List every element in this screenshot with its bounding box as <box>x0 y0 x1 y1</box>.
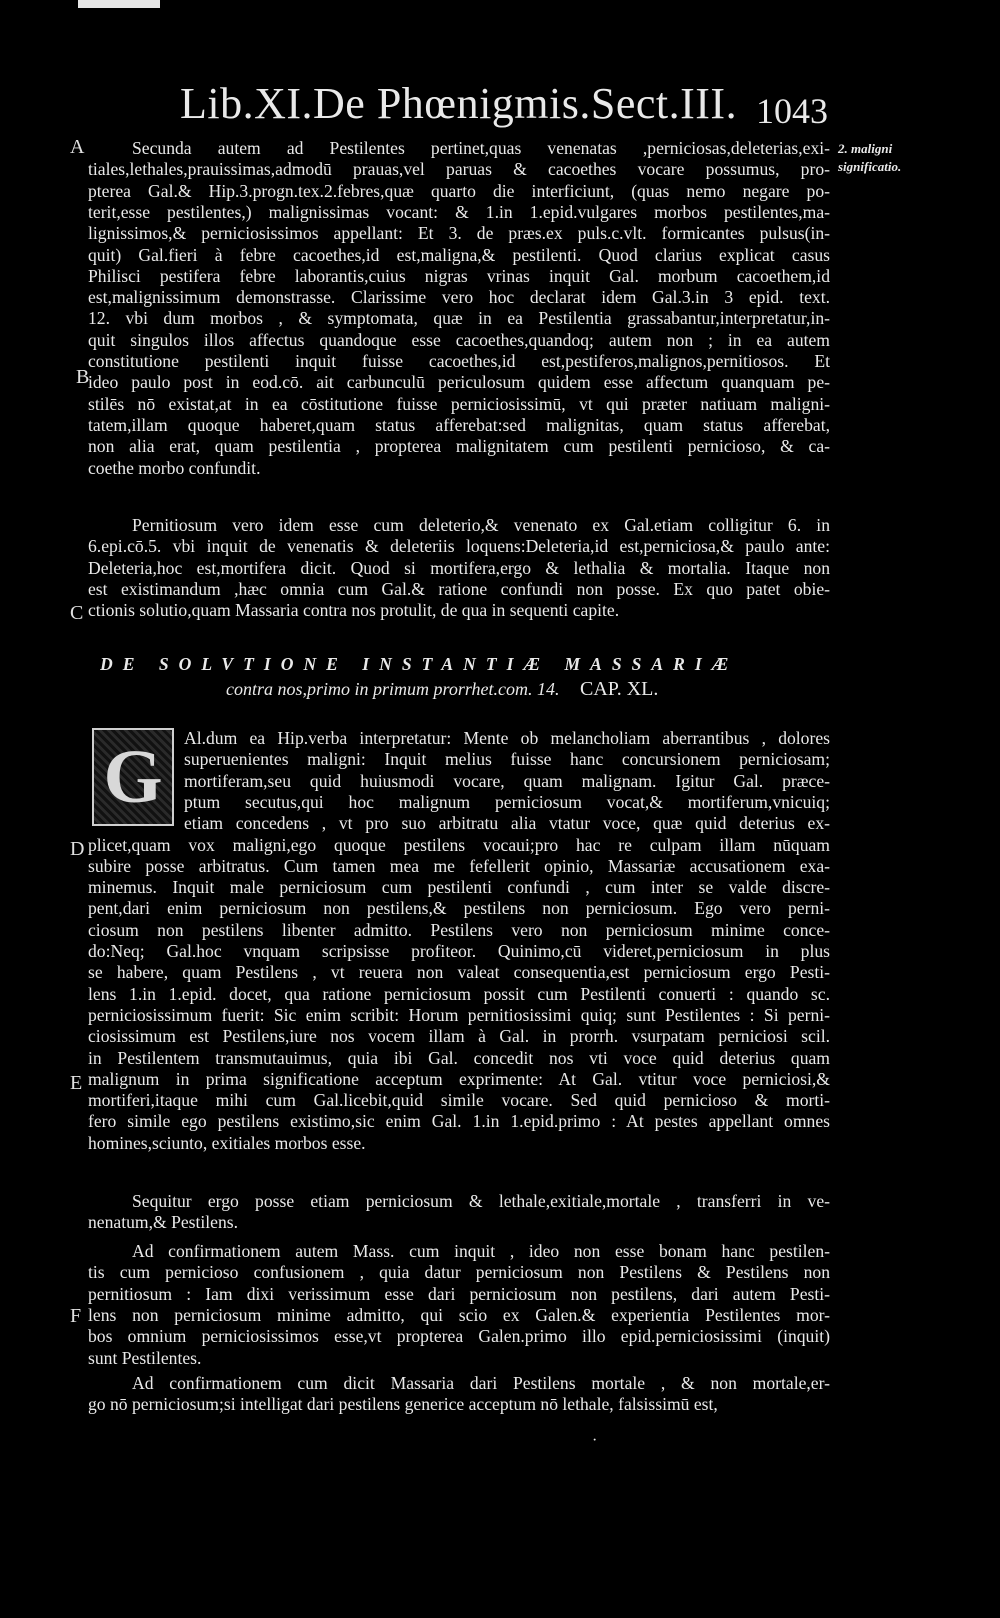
chapter-number: CAP. XL. <box>580 678 659 700</box>
chapter-subtitle: contra nos,primo in primum prorrhet.com. 14. <box>226 679 560 699</box>
text-line: est existimandum ,hæc omnia cum Gal.& ratione confundi non posse. Ex quo patet obie- <box>88 578 830 599</box>
text-line: 6.epi.cō.5. vbi inquit de venenatis & deleteriis loquens:Deleteria,id est,perniciosa,& paulo ante: <box>88 536 830 557</box>
section-letter-b: B <box>76 366 90 388</box>
text-line: pernitiosum : Iam dixi verissimum esse dari perniciosum non pestilens, dari autem Pesti- <box>88 1283 830 1304</box>
text-line: Al.dum ea Hip.verba interpretatur: Mente ob melancholiam aberrantibus , dolores <box>184 728 830 748</box>
text-line: Ad confirmationem cum dicit Massaria dari Pestilens mortale , & non mortale,er- <box>132 1373 830 1393</box>
text-line: se habere, quam Pestilens , vt reuera non valeat consequentia,est perniciosum ergo Pesti- <box>88 962 830 983</box>
text-line: est,malignissimum demonstrasse. Clarissime vero hoc declarat idem Gal.3.in 3 epid. text. <box>88 287 830 308</box>
text-line: tatem,illam quoque haberet,quam status afferebat:sed malignitas, quam status afferebat, <box>88 414 830 435</box>
text-line: non alia erat, quam pestilentia , propterea malignitatem cum pestilenti pernicioso, & ca- <box>88 436 830 457</box>
text-line: subire posse arbitratus. Cum tamen mea me fefellerit opinio, Massariæ accusationem exa- <box>88 855 830 876</box>
text-line: ptum secutus,qui hoc malignum perniciosum vocat,& mortiferum,vnicuiq; <box>184 791 830 812</box>
text-line: stilēs nō existat,at in ea cōstitutione fuisse perniciosissimū, vt qui præter natiuam maligni- <box>88 393 830 414</box>
text-line: Sequitur ergo posse etiam perniciosum & lethale,exitiale,mortale , transferri in ve- <box>132 1191 830 1211</box>
text-line: 12. vbi dum morbos , & symptomata, quæ in ea Pestilentia grassabantur,interpretatur,in- <box>88 308 830 329</box>
text-line: nenatum,& Pestilens. <box>88 1212 239 1233</box>
running-title: Lib.XI.De Phœnigmis.Sect.III. <box>180 79 738 128</box>
text-line: tiales,lethales,prauissimas,admodū prauas,vel paruas & cacoethes vocare possumus, pro- <box>88 159 830 180</box>
text-line: do:Neq; Gal.hoc vnquam scripsisse profiteor. Quinimo,cū videret,perniciosum in plus <box>88 941 830 961</box>
text-line: malignum in prima significatione acceptum exprimente: At Gal. vtitur voce perniciosi,& <box>88 1068 830 1089</box>
text-line: minemus. Inquit male perniciosum cum pestilenti confundi , cum inter se valde discre- <box>88 877 830 898</box>
text-line: ciosum non pestilens libenter admitto. Pestilens vero non perniciosum minime conce- <box>88 919 830 940</box>
page-header <box>0 78 1000 131</box>
text-line: sunt Pestilentes. <box>88 1347 202 1368</box>
text-line: quit) Gal.fieri à febre cacoethes,id est,maligna,& pestilenti. Quod clarius explicat casus <box>88 244 830 265</box>
footer-mark: · <box>592 1432 598 1449</box>
text-line: superuenientes maligni: Inquit melius fuisse hanc concursionem perniciosam; <box>184 749 830 770</box>
section-letter-e: E <box>70 1072 83 1094</box>
text-line: lens 1.in 1.epid. docet, qua ratione perniciosum possit cum Pestilenti conuerti : quando sc. <box>88 983 830 1004</box>
text-line: Secunda autem ad Pestilentes pertinet,quas venenatas ,perniciosas,deleterias,exi- <box>132 138 830 158</box>
text-line: coethe morbo confundit. <box>88 457 261 478</box>
text-line: terit,esse pestilentes,) malignissimas vocant: & 1.in 1.epid.vulgares morbos pestilentes,ma- <box>88 201 830 222</box>
text-line: go nō perniciosum;si intelligat dari pestilens generice acceptum nō lethale, falsissimū est, <box>88 1394 718 1415</box>
text-line: Philisci pestifera febre laborantis,cuius nigras vrinas inquit Gal. morbum cacoethem,id <box>88 265 830 286</box>
chapter-heading: DE SOLVTIONE INSTANTIÆ MASSARIÆ <box>100 654 739 674</box>
text-line: mortiferi,itaque mihi cum Gal.licebit,quid simile vocare. Sed quid pernicioso & morti- <box>88 1090 830 1111</box>
text-line: Pernitiosum vero idem esse cum deleterio,& venenato ex Gal.etiam colligitur 6. in <box>132 515 830 535</box>
text-line: constitutione pestilenti inquit fuisse cacoethes,id est,pestiferos,malignos,pernitiosos. Et <box>88 351 830 371</box>
text-line: bos omnium perniciosissimos esse,vt propterea Galen.primo illo epid.perniciosissimi (inquit) <box>88 1326 830 1347</box>
text-line: mortiferam,seu quid huiusmodi vocare, quam malignam. Igitur Gal. præce- <box>184 770 830 791</box>
text-line: lens non perniciosum minime admitto, qui scio ex Galen.& experientia Pestilentes mor- <box>88 1304 830 1325</box>
text-line: Ad confirmationem autem Mass. cum inquit , ideo non esse bonam hanc pestilen- <box>132 1241 830 1261</box>
text-line: perniciosissimum fuerit: Sic enim scribit: Horum pernitiosissimi quiq; sunt Pestilentes : Si perni- <box>88 1004 830 1025</box>
text-line: quit singulos illos affectus quandoque esse cacoethes,quandoq; autem non ; in ea autem <box>88 329 830 350</box>
text-line: in Pestilentem transmutauimus, quia ibi Gal. concedit nos vti voce quid deterius quam <box>88 1047 830 1068</box>
text-line: pterea Gal.& Hip.3.progn.tex.2.febres,quæ quarto die interficiunt, (quas nemo negare po- <box>88 180 830 201</box>
chapter-subheading <box>226 678 658 701</box>
section-letter-d: D <box>70 838 85 860</box>
section-letter-a: A <box>70 136 85 158</box>
text-line: tis cum pernicioso confusionem , quia datur perniciosum non Pestilens & Pestilens non <box>88 1262 830 1283</box>
text-line: ideo paulo post in eod.cō. ait carbunculū periculosum quidem esse affectum quanquam pe- <box>88 372 830 393</box>
page-number: 1043 <box>756 91 828 131</box>
text-line: Deleteria,hoc est,mortifera dicit. Quod si mortifera,ergo & lethalia & mortalia. Itaque non <box>88 557 830 578</box>
text-line: ciosissimum est Pestilens,iure nos vocem illam à Gal. in prorrh. vsurpatam perniciosi scil. <box>88 1026 830 1047</box>
top-rule <box>78 0 160 8</box>
text-line: plicet,quam vox maligni,ego quoque pestilens vocaui;pro hac re culpam illam nūquam <box>88 834 830 855</box>
text-line: homines,sciunto, exitiales morbos esse. <box>88 1132 366 1153</box>
text-line: ctionis solutio,quam Massaria contra nos protulit, de qua in sequenti capite. <box>88 600 620 621</box>
decorated-initial: G <box>92 728 174 826</box>
section-letter-f: F <box>70 1305 82 1327</box>
marginal-note: 2. maligni significatio. <box>838 141 902 174</box>
text-line: pent,dari enim perniciosum non pestilens,& pestilens non perniciosum. Ego vero perni- <box>88 898 830 919</box>
section-letter-c: C <box>70 602 84 624</box>
text-line: fero simile ego pestilens existimo,sic enim Gal. 1.in 1.epid.primo : At pestes appellant omnes <box>88 1111 830 1132</box>
text-line: lignissimos,& perniciosissimos appellant: Et 3. de præs.ex puls.c.vlt. formicantes pulsus(in- <box>88 223 830 244</box>
text-line: etiam concedens , vt pro suo arbitratu alia vtatur voce, quæ quid deterius ex- <box>184 813 830 834</box>
